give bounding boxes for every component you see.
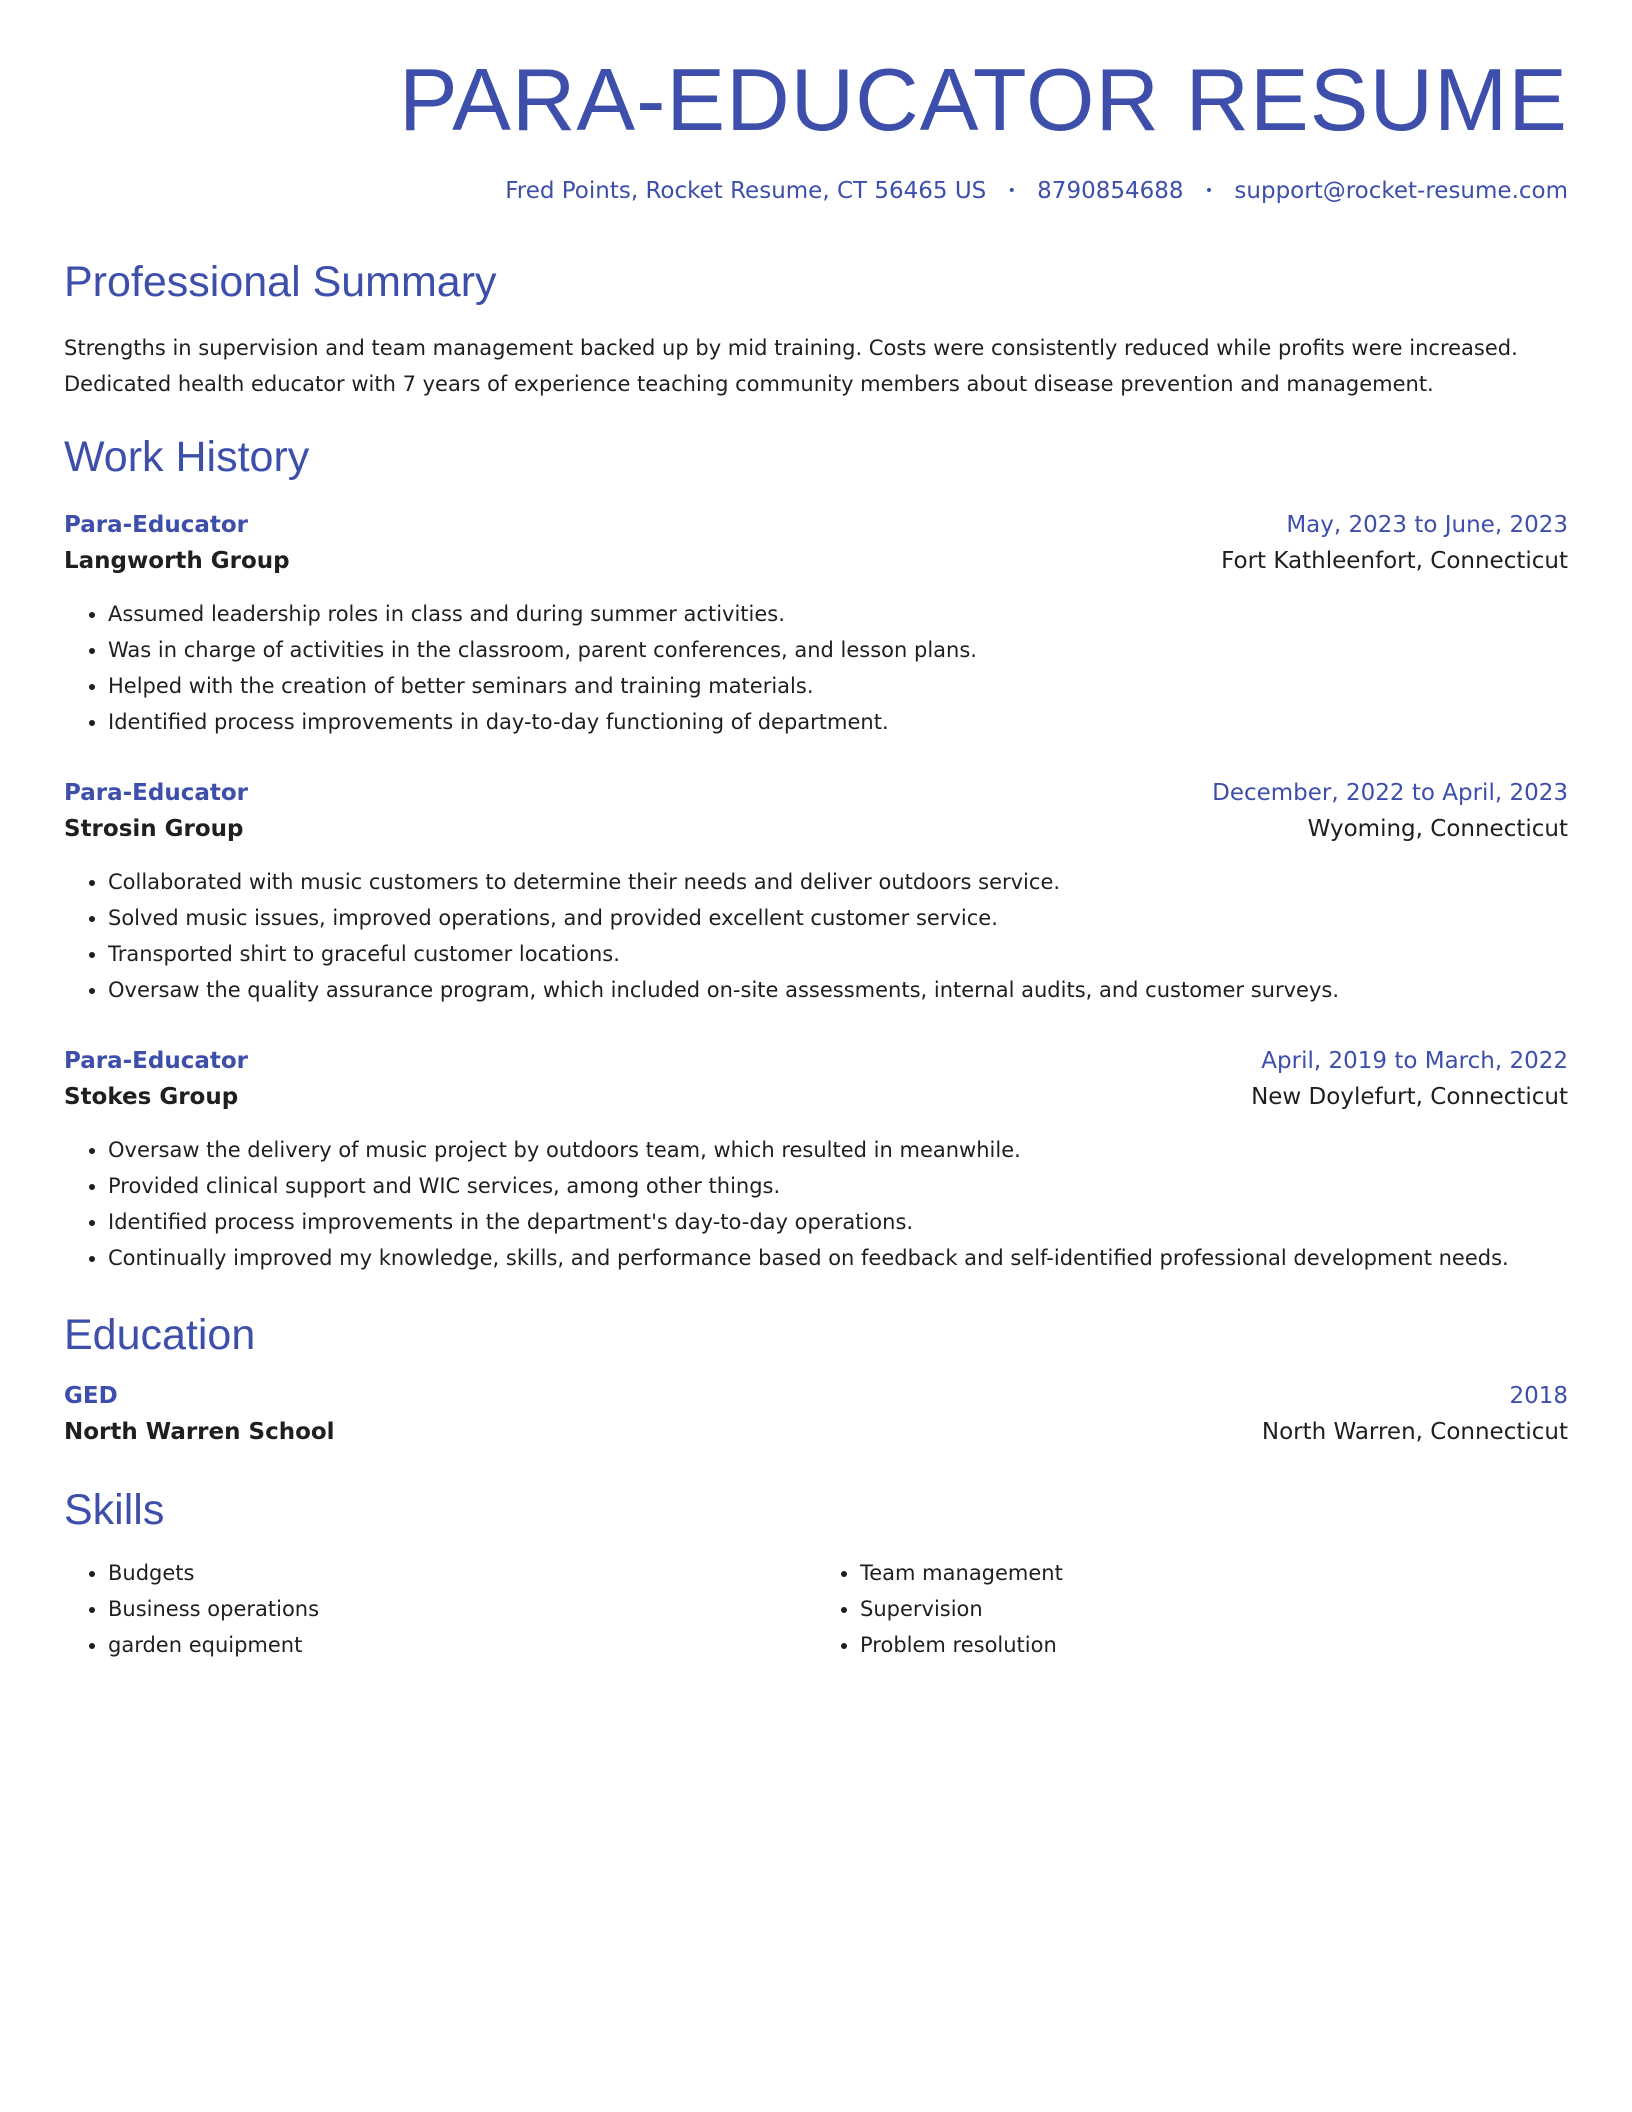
job-company: Stokes Group (64, 1083, 239, 1110)
bullet-separator-icon: • (1204, 182, 1214, 199)
skill-item: • garden equipment (108, 1627, 816, 1663)
job-location: Fort Kathleenfort, Connecticut (1221, 547, 1568, 574)
education-year: 2018 (1509, 1383, 1568, 1410)
contact-line (64, 177, 1568, 207)
job-bullet: • Solved music issues, improved operations, and provided excellent customer service. (108, 900, 1568, 936)
resume-title: PARA-EDUCATOR RESUME (398, 50, 1568, 149)
education-entry (64, 1379, 1568, 1451)
bullet-separator-icon: • (1007, 182, 1016, 199)
job-company-row (64, 542, 1568, 580)
skill-item: • Supervision (860, 1591, 1568, 1627)
education-location: North Warren, Connecticut (1261, 1419, 1568, 1446)
work-history-heading: Work History (64, 433, 310, 482)
job-bullet: • Oversaw the quality assurance program, which included on-site assessments, internal audits, and customer surveys. (108, 972, 1568, 1008)
job-entry (64, 508, 1568, 740)
job-bullet: • Was in charge of activities in the classroom, parent conferences, and lesson plans. (108, 632, 1568, 668)
skills-column-left (64, 1555, 816, 1663)
job-bullets (64, 1132, 1568, 1276)
job-company: Langworth Group (64, 547, 290, 574)
education-school-row (64, 1413, 1568, 1451)
job-bullet: • Identified process improvements in the department's day-to-day operations. (108, 1204, 1568, 1240)
contact-email: support@rocket-resume.com (1234, 177, 1568, 204)
contact-phone: 8790854688 (1037, 177, 1184, 204)
job-role: Para-Educator (64, 1047, 249, 1074)
job-header-row (64, 776, 1568, 810)
job-entry (64, 1044, 1568, 1276)
summary-text: Strengths in supervision and team management backed up by mid training. Costs were consistently reduced while profits were increased. Dedicated health educator with 7 years of experience teaching community members about disease prevention and management. (64, 336, 1518, 397)
job-bullets (64, 596, 1568, 740)
skills-list (64, 1555, 1568, 1663)
education-header-row (64, 1379, 1568, 1413)
education-heading: Education (64, 1310, 256, 1359)
job-company-row (64, 1078, 1568, 1116)
job-location: Wyoming, Connecticut (1307, 815, 1568, 842)
job-bullet: • Oversaw the delivery of music project by outdoors team, which resulted in meanwhile. (108, 1132, 1568, 1168)
job-company: Strosin Group (64, 815, 244, 842)
job-bullet: • Identified process improvements in day-to-day functioning of department. (108, 704, 1568, 740)
job-location: New Doylefurt, Connecticut (1251, 1083, 1568, 1110)
job-dates: April, 2019 to March, 2022 (1261, 1047, 1568, 1074)
skill-item: • Team management (860, 1555, 1568, 1591)
job-bullet: • Collaborated with music customers to determine their needs and deliver outdoors service. (108, 864, 1568, 900)
job-dates: May, 2023 to June, 2023 (1286, 511, 1568, 538)
job-bullets (64, 864, 1568, 1008)
job-dates: December, 2022 to April, 2023 (1212, 779, 1568, 806)
job-company-row (64, 810, 1568, 848)
job-bullet: • Transported shirt to graceful customer locations. (108, 936, 1568, 972)
job-bullet: • Provided clinical support and WIC services, among other things. (108, 1168, 1568, 1204)
education-degree: GED (64, 1383, 118, 1410)
summary-heading: Professional Summary (64, 257, 497, 306)
skill-item: • Problem resolution (860, 1627, 1568, 1663)
job-header-row (64, 1044, 1568, 1078)
job-bullet: • Assumed leadership roles in class and during summer activities. (108, 596, 1568, 632)
skill-item: • Budgets (108, 1555, 816, 1591)
job-role: Para-Educator (64, 511, 249, 538)
skills-heading: Skills (64, 1486, 165, 1535)
skills-column-right (816, 1555, 1568, 1663)
skill-item: • Business operations (108, 1591, 816, 1627)
education-school: North Warren School (64, 1419, 335, 1446)
job-role: Para-Educator (64, 779, 249, 806)
job-bullet: • Continually improved my knowledge, skills, and performance based on feedback and self-identified professional development needs. (108, 1240, 1568, 1276)
contact-address: Fred Points, Rocket Resume, CT 56465 US (505, 177, 987, 204)
job-entry (64, 776, 1568, 1008)
job-bullet: • Helped with the creation of better seminars and training materials. (108, 668, 1568, 704)
job-header-row (64, 508, 1568, 542)
